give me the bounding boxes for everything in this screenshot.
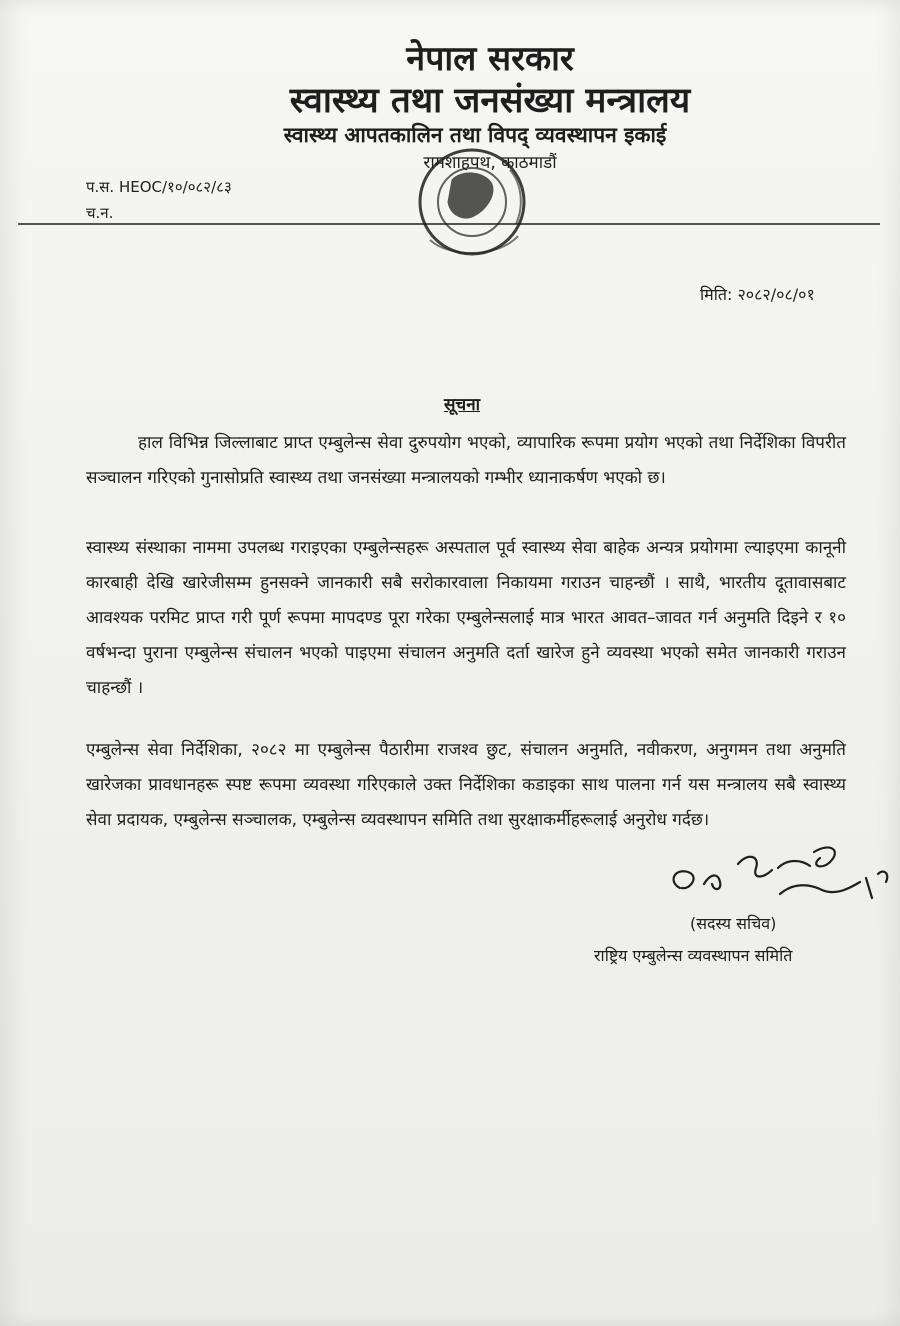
dispatch-number: च.न.	[86, 204, 114, 222]
notice-paragraph-2: स्वास्थ्य संस्थाका नाममा उपलब्ध गराइएका एम्बुलेन्सहरू अस्पताल पूर्व स्वास्थ्य सेवा बाहेक अन्यत्र प्रयोगमा ल्याइएमा कानूनी कारबाही देखि खारेजीसम्म हुनसक्ने जानकारी सबै सरोकारवाला निकायमा गराउन चाहन्छौं । साथै, भारतीय दूतावासबाट आवश्यक परमिट प्राप्त गरी पूर्ण रूपमा मापदण्ड पूरा गरेका एम्बुलेन्सलाई मात्र भारत आवत–जावत गर्न अनुमति दिइने र १० वर्षभन्दा पुराना एम्बुलेन्स संचालन भएको पाइएमा संचालन अनुमति दर्ता खारेज हुने व्यवस्था भएको समेत जानकारी गराउन चाहन्छौं ।	[86, 538, 846, 698]
notice-paragraph-3: एम्बुलेन्स सेवा निर्देशिका, २०८२ मा एम्बुलेन्स पैठारीमा राजश्व छुट, संचालन अनुमति, नवीकरण, अनुगमन तथा अनुमति खारेजका प्रावधानहरू स्पष्ट रूपमा व्यवस्था गरिएकाले उक्त निर्देशिका कडाइका साथ पालना गर्न यस मन्त्रालय सबै स्वास्थ्य सेवा प्रदायक, एम्बुलेन्स सञ्चालक, एम्बुलेन्स व्यवस्थापन समिति तथा सुरक्षाकर्मीहरूलाई अनुरोध गर्दछ।	[86, 740, 846, 830]
handwritten-signature-icon	[660, 838, 900, 908]
notice-title: सूचना	[443, 395, 481, 415]
reference-number: प.स. HEOC/१०/०८२/८३	[86, 178, 232, 196]
notice-paragraph-1: हाल विभिन्न जिल्लाबाट प्राप्त एम्बुलेन्स सेवा दुरुपयोग भएको, व्यापारिक रूपमा प्रयोग भएको तथा निर्देशिका विपरीत सञ्चालन गरिएको गुनासोप्रति स्वास्थ्य तथा जनसंख्या मन्त्रालयको गम्भीर ध्यानाकर्षण भएको छ।	[86, 433, 846, 488]
issue-date: मिति: २०८२/०८/०१	[700, 285, 815, 304]
ministry-name: स्वास्थ्य तथा जनसंख्या मन्त्रालय	[289, 81, 691, 121]
signatory-organization: राष्ट्रिय एम्बुलेन्स व्यवस्थापन समिति	[594, 946, 793, 965]
unit-name: स्वास्थ्य आपतकालिन तथा विपद् व्यवस्थापन इकाई	[283, 123, 667, 147]
office-address: रामशाहपथ, काठमाडौं	[423, 153, 557, 173]
government-name: नेपाल सरकार	[406, 39, 574, 79]
signatory-role: (सदस्य सचिव)	[690, 914, 777, 933]
official-stamp-icon	[400, 140, 550, 275]
